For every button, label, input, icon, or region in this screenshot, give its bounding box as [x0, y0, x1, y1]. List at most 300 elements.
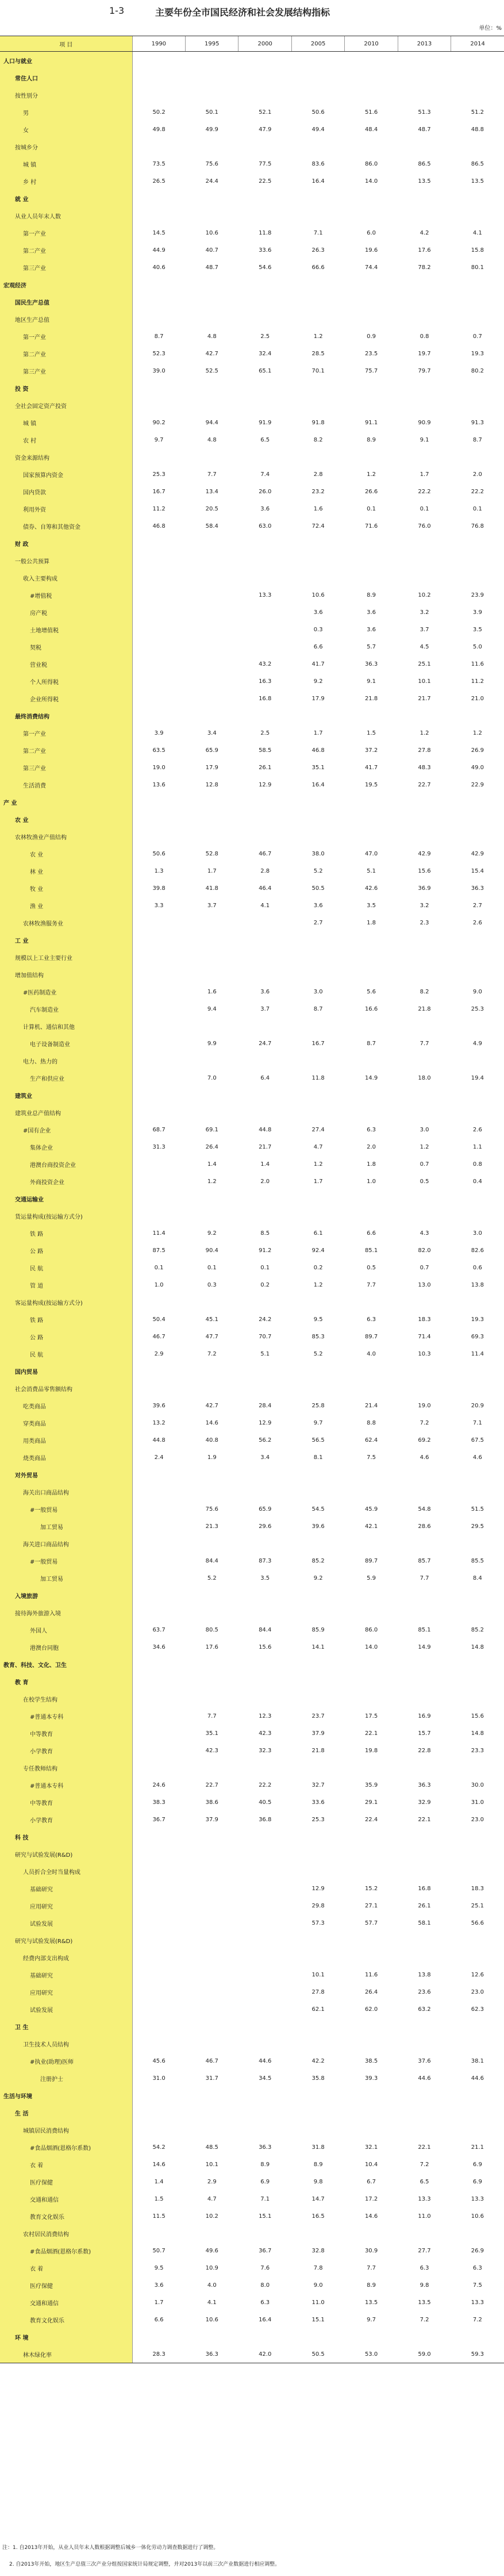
value-cell [186, 1983, 238, 2001]
value-cell: 31.7 [205, 2075, 218, 2082]
value-cell: 1.2 [207, 1178, 217, 1185]
value-cell: 45.1 [205, 1316, 218, 1323]
value-cell [451, 1362, 504, 1380]
table-row [0, 138, 504, 155]
value-cell: 2.7 [313, 919, 323, 926]
table-row [0, 414, 504, 431]
value-cell: 11.0 [311, 2299, 325, 2306]
table-row [0, 1000, 504, 1018]
value-cell: 25.1 [471, 1902, 484, 1909]
value-cell: 4.1 [260, 902, 270, 909]
value-cell: 51.2 [471, 109, 484, 116]
category-row [0, 1362, 504, 1380]
value-cell: 46.7 [205, 2057, 218, 2064]
value-cell [451, 1863, 504, 1880]
value-cell: 9.7 [313, 1419, 323, 1426]
value-cell: 13.3 [259, 592, 272, 598]
value-cell: 53.0 [345, 2345, 398, 2363]
value-cell: 6.0 [367, 229, 376, 236]
value-cell [398, 1863, 451, 1880]
value-cell: 23.0 [471, 1988, 484, 1995]
value-cell: 8.2 [420, 988, 429, 995]
value-cell: 15.1 [259, 2213, 272, 2220]
value-cell: 6.1 [313, 1230, 323, 1237]
value-cell [451, 276, 504, 293]
value-cell: 34.5 [259, 2075, 272, 2082]
value-cell [238, 2225, 291, 2242]
value-cell [186, 2104, 238, 2121]
value-cell: 0.2 [260, 1281, 270, 1288]
value-cell [291, 1587, 344, 1604]
value-cell [291, 1535, 344, 1552]
value-cell: 35.9 [364, 1782, 378, 1788]
row-label: 第一产业 [0, 328, 132, 345]
value-cell: 11.6 [364, 1971, 378, 1978]
value-cell: 46.7 [259, 850, 272, 857]
value-cell: 20.9 [471, 1402, 484, 1409]
row-label: 国内贸易 [0, 1362, 132, 1380]
table-row [0, 828, 504, 845]
value-cell: 0.4 [472, 1178, 482, 1185]
value-cell [451, 1845, 504, 1863]
value-cell [186, 1759, 238, 1776]
row-label: #国有企业 [0, 1121, 132, 1138]
value-cell: 2.9 [207, 2178, 217, 2185]
value-cell: 78.2 [418, 264, 431, 271]
row-label: 男 [0, 103, 132, 121]
value-cell [345, 552, 398, 569]
table-row [0, 1242, 504, 1259]
value-cell [132, 52, 185, 70]
value-cell: 85.2 [311, 1557, 325, 1564]
table-row [0, 86, 504, 103]
value-cell: 6.6 [313, 643, 323, 650]
value-cell [186, 535, 238, 552]
value-cell: 27.1 [364, 1902, 378, 1909]
value-cell: 84.4 [259, 1626, 272, 1633]
value-cell: 10.4 [364, 2161, 378, 2168]
value-cell [186, 2087, 238, 2104]
value-cell [398, 1087, 451, 1104]
value-cell: 0.1 [154, 1264, 164, 1271]
value-cell [132, 1983, 185, 2001]
row-label: 烧类商品 [0, 1449, 132, 1466]
table-row [0, 328, 504, 345]
row-label: 经费内部支出构成 [0, 1949, 132, 1966]
value-cell: 49.8 [152, 126, 166, 133]
value-cell: 76.0 [418, 523, 431, 529]
row-label: 第三产业 [0, 259, 132, 276]
value-cell: 58.5 [259, 747, 272, 754]
table-row [0, 1138, 504, 1155]
value-cell [398, 397, 451, 414]
value-cell: 0.7 [472, 333, 482, 340]
value-cell: 7.7 [367, 1281, 376, 1288]
table-row [0, 1638, 504, 1656]
value-cell: 21.8 [311, 1747, 325, 1754]
value-cell [132, 966, 185, 983]
row-label: 卫生技术人员结构 [0, 2035, 132, 2052]
value-cell [345, 2018, 398, 2035]
value-cell [238, 1380, 291, 1397]
value-cell: 2.6 [472, 919, 482, 926]
value-cell: 69.1 [205, 1126, 218, 1133]
value-cell: 9.5 [154, 2264, 164, 2271]
value-cell: 11.2 [152, 505, 166, 512]
value-cell [238, 1932, 291, 1949]
row-label: 海关出口商品结构 [0, 1483, 132, 1500]
value-cell: 19.3 [471, 350, 484, 357]
value-cell: 75.6 [205, 160, 218, 167]
value-cell: 10.6 [471, 2213, 484, 2220]
value-cell: 69.3 [471, 1333, 484, 1340]
table-row [0, 2294, 504, 2311]
value-cell [291, 966, 344, 983]
value-cell: 23.7 [311, 1713, 325, 1719]
table-row [0, 241, 504, 259]
value-cell: 36.7 [259, 2247, 272, 2254]
row-label: 医疗保健 [0, 2173, 132, 2190]
value-cell: 91.3 [471, 419, 484, 426]
value-cell [132, 2035, 185, 2052]
value-cell [132, 1518, 185, 1535]
value-cell: 48.5 [205, 2144, 218, 2151]
value-cell: 27.8 [311, 1988, 325, 1995]
value-cell [238, 949, 291, 966]
value-cell [345, 1932, 398, 1949]
value-cell: 3.7 [260, 1005, 270, 1012]
value-cell: 36.3 [418, 1782, 431, 1788]
value-cell: 85.5 [471, 1557, 484, 1564]
value-cell: 52.1 [259, 109, 272, 116]
value-cell [451, 379, 504, 397]
table-row [0, 1604, 504, 1621]
value-cell [451, 1535, 504, 1552]
table-row [0, 1414, 504, 1431]
value-cell: 47.0 [364, 850, 378, 857]
row-label: 林 业 [0, 862, 132, 880]
value-cell: 25.3 [471, 1005, 484, 1012]
value-cell [345, 69, 398, 86]
category-row [0, 2087, 504, 2104]
row-label: 铁 路 [0, 1311, 132, 1328]
value-cell [291, 1466, 344, 1483]
value-cell: 15.2 [364, 1885, 378, 1892]
value-cell [291, 1949, 344, 1966]
value-cell [291, 276, 344, 293]
value-cell [238, 1845, 291, 1863]
category-row [0, 1673, 504, 1690]
table-row [0, 1431, 504, 1449]
table-row [0, 724, 504, 742]
table-row [0, 604, 504, 621]
value-cell: 90.9 [418, 419, 431, 426]
value-cell [291, 1190, 344, 1207]
table-row [0, 1725, 504, 1742]
value-cell [451, 1656, 504, 1673]
value-cell: 3.2 [420, 609, 429, 616]
value-cell [132, 811, 185, 828]
value-cell: 6.5 [260, 436, 270, 443]
value-cell: 63.2 [418, 2006, 431, 2013]
value-cell: 16.8 [418, 1885, 431, 1892]
value-cell: 26.5 [152, 178, 166, 185]
row-label: 加工贸易 [0, 1518, 132, 1535]
table-row [0, 862, 504, 880]
value-cell [345, 1293, 398, 1311]
value-cell: 14.0 [364, 178, 378, 185]
value-cell: 19.5 [364, 781, 378, 788]
row-label: 计算机、通信和其他 [0, 1018, 132, 1035]
value-cell [238, 310, 291, 328]
value-cell: 15.4 [471, 867, 484, 874]
value-cell [238, 1656, 291, 1673]
row-label: 交通运输业 [0, 1190, 132, 1207]
value-cell [238, 604, 291, 621]
value-cell: 22.9 [471, 781, 484, 788]
value-cell: 52.8 [205, 850, 218, 857]
value-cell [398, 1690, 451, 1707]
value-cell [132, 793, 185, 811]
value-cell [345, 707, 398, 724]
value-cell [291, 1932, 344, 1949]
value-cell: 14.8 [471, 1644, 484, 1650]
value-cell: 39.6 [311, 1523, 325, 1530]
row-label: 卫 生 [0, 2018, 132, 2035]
value-cell [238, 1759, 291, 1776]
table-row [0, 2276, 504, 2294]
value-cell: 80.2 [471, 367, 484, 374]
value-cell: 42.6 [364, 885, 378, 892]
value-cell [398, 535, 451, 552]
value-cell [186, 949, 238, 966]
value-cell [345, 448, 398, 466]
value-cell: 13.8 [418, 1971, 431, 1978]
value-cell: 9.0 [313, 2282, 323, 2289]
value-cell [132, 983, 185, 1000]
row-label: 常住人口 [0, 69, 132, 86]
value-cell [291, 828, 344, 845]
value-cell [186, 448, 238, 466]
value-cell: 26.4 [364, 1988, 378, 1995]
value-cell: 7.2 [420, 2316, 429, 2323]
row-label: 公 路 [0, 1328, 132, 1345]
value-cell [345, 1949, 398, 1966]
value-cell: 24.7 [259, 1040, 272, 1047]
value-cell: 39.0 [152, 367, 166, 374]
value-cell [186, 673, 238, 690]
value-cell: 9.7 [367, 2316, 376, 2323]
value-cell: 14.1 [311, 1644, 325, 1650]
table-header-row [0, 36, 504, 52]
value-cell: 16.3 [259, 678, 272, 685]
value-cell: 89.7 [364, 1557, 378, 1564]
value-cell: 28.5 [311, 350, 325, 357]
value-cell: 89.7 [364, 1333, 378, 1340]
category-row [0, 52, 504, 70]
value-cell: 62.1 [311, 2006, 325, 2013]
table-row [0, 1707, 504, 1725]
row-label: #普通本专科 [0, 1776, 132, 1794]
value-cell [186, 1087, 238, 1104]
value-cell: 14.6 [152, 2161, 166, 2168]
value-cell [291, 1293, 344, 1311]
value-cell [398, 1604, 451, 1621]
table-row [0, 500, 504, 517]
table-row [0, 1259, 504, 1276]
row-label: 农村居民消费结构 [0, 2225, 132, 2242]
value-cell [186, 1207, 238, 1224]
table-row [0, 1552, 504, 1569]
value-cell: 23.9 [471, 592, 484, 598]
value-cell [132, 1828, 185, 1845]
value-cell [132, 1742, 185, 1759]
table-row [0, 1155, 504, 1173]
row-label: 人口与就业 [0, 52, 132, 70]
value-cell [238, 276, 291, 293]
value-cell [291, 138, 344, 155]
value-cell [451, 1018, 504, 1035]
table-row [0, 845, 504, 862]
footnote: 2. 自2013年开始，地区生产总值三次产业分组按国家统计局规定调整，并对2013年以前三次产业数据进行相应调整。 [9, 2562, 280, 2567]
value-cell: 7.6 [260, 2264, 270, 2271]
value-cell [451, 2087, 504, 2104]
value-cell: 1.1 [472, 1143, 482, 1150]
value-cell [132, 1863, 185, 1880]
value-cell [238, 811, 291, 828]
value-cell: 4.1 [207, 2299, 217, 2306]
value-cell: 8.9 [260, 2161, 270, 2168]
value-cell [132, 1190, 185, 1207]
row-label: 试验发展 [0, 2001, 132, 2018]
value-cell [345, 379, 398, 397]
table-row [0, 1845, 504, 1863]
value-cell [186, 1966, 238, 1983]
value-cell [345, 1380, 398, 1397]
value-cell [398, 828, 451, 845]
value-cell [238, 2104, 291, 2121]
row-label: 按城乡分 [0, 138, 132, 155]
value-cell [238, 638, 291, 655]
value-cell: 3.7 [207, 902, 217, 909]
value-cell: 54.5 [311, 1506, 325, 1512]
value-cell: 32.9 [418, 1799, 431, 1806]
value-cell: 34.6 [152, 1644, 166, 1650]
table-row [0, 1983, 504, 2001]
value-cell: 30.0 [471, 1782, 484, 1788]
value-cell: 14.5 [152, 229, 166, 236]
value-cell: 23.6 [418, 1988, 431, 1995]
table-row [0, 1121, 504, 1138]
value-cell: 3.6 [313, 902, 323, 909]
value-cell: 19.8 [364, 1747, 378, 1754]
value-cell: 8.4 [472, 1575, 482, 1581]
value-cell [132, 69, 185, 86]
value-cell [398, 2035, 451, 2052]
value-cell [186, 310, 238, 328]
table-row [0, 1449, 504, 1466]
row-label: 入境旅游 [0, 1587, 132, 1604]
value-cell [186, 604, 238, 621]
value-cell: 44.6 [259, 2057, 272, 2064]
value-cell: 16.8 [259, 695, 272, 702]
value-cell: 71.4 [418, 1333, 431, 1340]
value-cell: 17.6 [205, 1644, 218, 1650]
value-cell [291, 1604, 344, 1621]
value-cell: 18.3 [418, 1316, 431, 1323]
value-cell [238, 1949, 291, 1966]
row-label: 城镇居民消费结构 [0, 2121, 132, 2139]
value-cell [132, 1018, 185, 1035]
row-label: 民 航 [0, 1259, 132, 1276]
value-cell: 1.7 [313, 1178, 323, 1185]
value-cell: 9.0 [472, 988, 482, 995]
value-cell: 0.1 [367, 505, 376, 512]
value-cell: 32.4 [259, 350, 272, 357]
value-cell [238, 1897, 291, 1914]
value-cell: 44.8 [259, 1126, 272, 1133]
value-cell: 38.6 [205, 1799, 218, 1806]
value-cell: 36.9 [418, 885, 431, 892]
value-cell: 13.3 [471, 2299, 484, 2306]
value-cell: 27.7 [418, 2247, 431, 2254]
value-cell [291, 1380, 344, 1397]
value-cell: 36.3 [259, 2144, 272, 2151]
value-cell [238, 1207, 291, 1224]
row-label: 研究与试验发展(R&D) [0, 1845, 132, 1863]
value-cell [186, 1104, 238, 1121]
footnote: 注：1. 自2013年开始，从业人员年末人数根据调整后城乡一体化劳动力调查数据进行了调整。 [2, 2545, 219, 2551]
row-label: #食品烟酒(恩格尔系数) [0, 2139, 132, 2156]
value-cell [291, 448, 344, 466]
value-cell [132, 931, 185, 949]
value-cell [345, 2328, 398, 2345]
value-cell [132, 1173, 185, 1190]
row-label: 渔 业 [0, 897, 132, 914]
table-row [0, 690, 504, 707]
value-cell [132, 2087, 185, 2104]
table-row [0, 2001, 504, 2018]
value-cell [132, 655, 185, 673]
value-cell [345, 535, 398, 552]
value-cell: 10.3 [418, 1350, 431, 1357]
value-cell [291, 2225, 344, 2242]
value-cell: 5.9 [367, 1575, 376, 1581]
value-cell: 19.7 [418, 350, 431, 357]
value-cell: 1.7 [420, 471, 429, 478]
value-cell [451, 1690, 504, 1707]
value-cell: 26.9 [471, 747, 484, 754]
value-cell [186, 1587, 238, 1604]
value-cell: 52.3 [152, 350, 166, 357]
value-cell [345, 190, 398, 207]
value-cell: 13.5 [418, 2299, 431, 2306]
row-label: 生产和供应业 [0, 1069, 132, 1087]
value-cell: 42.7 [205, 1402, 218, 1409]
table-row [0, 586, 504, 604]
value-cell: 40.5 [259, 1799, 272, 1806]
value-cell: 17.2 [364, 2195, 378, 2202]
value-cell: 38.5 [364, 2057, 378, 2064]
value-cell [132, 1104, 185, 1121]
table-row [0, 880, 504, 897]
value-cell: 0.3 [207, 1281, 217, 1288]
row-label: 基础研究 [0, 1966, 132, 1983]
value-cell: 3.4 [260, 1454, 270, 1461]
value-cell [132, 1759, 185, 1776]
value-cell: 8.9 [367, 592, 376, 598]
table-row [0, 776, 504, 793]
